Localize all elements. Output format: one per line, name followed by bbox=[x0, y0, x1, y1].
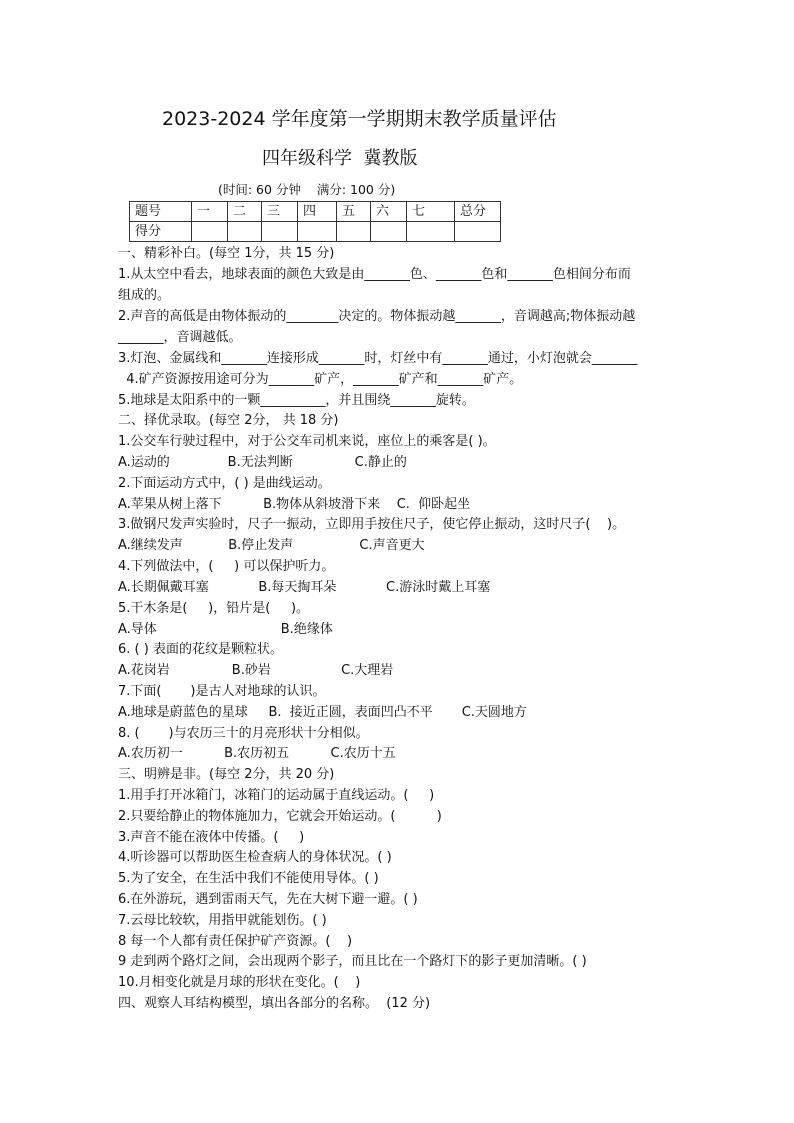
table-cell: 得分 bbox=[130, 222, 192, 242]
table-cell: 四 bbox=[298, 202, 337, 222]
question-line: _______，音调越低。 bbox=[118, 330, 242, 345]
table-cell: 三 bbox=[262, 202, 298, 222]
option-line: A.长期佩戴耳塞 B.每天掏耳朵 C.游泳时戴上耳塞 bbox=[118, 580, 491, 595]
question-line: 6. ( ) 表面的花纹是颗粒状。 bbox=[118, 642, 283, 657]
score-input-cell[interactable] bbox=[371, 222, 407, 242]
score-input-cell[interactable] bbox=[192, 222, 228, 242]
section-heading: 四、观察人耳结构模型，填出各部分的名称。 (12 分) bbox=[118, 996, 431, 1011]
table-cell: 六 bbox=[371, 202, 407, 222]
time-score-info: (时间: 60 分钟 满分: 100 分) bbox=[218, 182, 396, 197]
question-line: 组成的。 bbox=[118, 288, 171, 303]
score-input-cell[interactable] bbox=[228, 222, 262, 242]
question-line: 4.下列做法中，( ) 可以保护听力。 bbox=[118, 559, 335, 574]
score-input-cell[interactable] bbox=[262, 222, 298, 242]
score-table bbox=[129, 201, 501, 242]
table-cell: 总分 bbox=[455, 202, 501, 222]
question-line: 5.地球是太阳系中的一颗__________，并且围绕_______旋转。 bbox=[118, 393, 475, 408]
section-heading: 一、精彩补白。(每空 1分，共 15 分) bbox=[118, 246, 335, 261]
score-table-header-row bbox=[130, 202, 501, 222]
section-heading: 二、择优录取。(每空 2分， 共 18 分) bbox=[118, 413, 339, 428]
table-cell: 七 bbox=[407, 202, 455, 222]
exam-title: 2023-2024 学年度第一学期期末教学质量评估 bbox=[162, 108, 557, 130]
table-cell: 题号 bbox=[130, 202, 192, 222]
question-line: 1.公交车行驶过程中，对于公交车司机来说，座位上的乘客是( )。 bbox=[118, 434, 496, 449]
question-line: 8 每一个人都有责任保护矿产资源。( ) bbox=[118, 934, 353, 949]
score-table-score-row bbox=[130, 222, 501, 242]
question-line: 4.听诊器可以帮助医生检查病人的身体状况。( ) bbox=[118, 850, 392, 865]
question-line: 8. ( )与农历三十的月亮形状十分相似。 bbox=[118, 726, 369, 741]
option-line: A.苹果从树上落下 B.物体从斜坡滑下来 C. 仰卧起坐 bbox=[118, 497, 471, 512]
option-line: A.导体 B.绝缘体 bbox=[118, 622, 333, 637]
question-line: 3.声音不能在液体中传播。( ) bbox=[118, 830, 305, 845]
question-line: 2.声音的高低是由物体振动的________决定的。物体振动越_______，音调越高;物体振动越 bbox=[118, 309, 636, 324]
option-line: A.地球是蔚蓝色的星球 B. 接近正圆，表面凹凸不平 C.天圆地方 bbox=[118, 705, 527, 720]
question-line: 7.云母比较软，用指甲就能划伤。( ) bbox=[118, 913, 327, 928]
table-cell: 五 bbox=[337, 202, 371, 222]
question-line: 7.下面( )是古人对地球的认识。 bbox=[118, 684, 326, 699]
question-line: 9 走到两个路灯之间，会出现两个影子，而且比在一个路灯下的影子更加清晰。( ) bbox=[118, 954, 587, 969]
question-line: 1.从太空中看去，地球表面的颜色大致是由_______色、_______色和_______色相间分布而 bbox=[118, 267, 631, 282]
question-line: 2.下面运动方式中，( ) 是曲线运动。 bbox=[118, 476, 331, 491]
option-line: A.花岗岩 B.砂岩 C.大理岩 bbox=[118, 663, 394, 678]
question-line: 4.矿产资源按用途可分为_______矿产，_______矿产和_______矿产。 bbox=[118, 372, 523, 387]
score-input-cell[interactable] bbox=[407, 222, 455, 242]
question-line: 3.灯泡、金属线和_______连接形成_______时，灯丝中有_______通过，小灯泡就会_______ bbox=[118, 351, 638, 366]
score-input-cell[interactable] bbox=[337, 222, 371, 242]
question-line: 3.做钢尺发声实验时，尺子一振动，立即用手按住尺子，使它停止振动，这时尺子( )。 bbox=[118, 517, 626, 532]
table-cell: 二 bbox=[228, 202, 262, 222]
exam-subtitle: 四年级科学 冀教版 bbox=[262, 148, 418, 169]
question-line: 5.干木条是( )，铅片是( )。 bbox=[118, 601, 310, 616]
option-line: A.继续发声 B.停止发声 C.声音更大 bbox=[118, 538, 425, 553]
question-line: 1.用手打开冰箱门，冰箱门的运动属于直线运动。( ) bbox=[118, 788, 435, 803]
score-input-cell[interactable] bbox=[298, 222, 337, 242]
question-line: 10.月相变化就是月球的形状在变化。( ) bbox=[118, 975, 361, 990]
question-line: 5.为了安全，在生活中我们不能使用导体。( ) bbox=[118, 871, 379, 886]
table-cell: 一 bbox=[192, 202, 228, 222]
question-line: 6.在外游玩，遇到雷雨天气，先在大树下避一避。( ) bbox=[118, 892, 418, 907]
section-heading: 三、明辨是非。(每空 2分，共 20 分) bbox=[118, 767, 335, 782]
score-input-cell[interactable] bbox=[455, 222, 501, 242]
option-line: A.农历初一 B.农历初五 C.农历十五 bbox=[118, 746, 396, 761]
question-line: 2.只要给静止的物体施加力，它就会开始运动。( ) bbox=[118, 809, 442, 824]
option-line: A.运动的 B.无法判断 C.静止的 bbox=[118, 455, 407, 470]
